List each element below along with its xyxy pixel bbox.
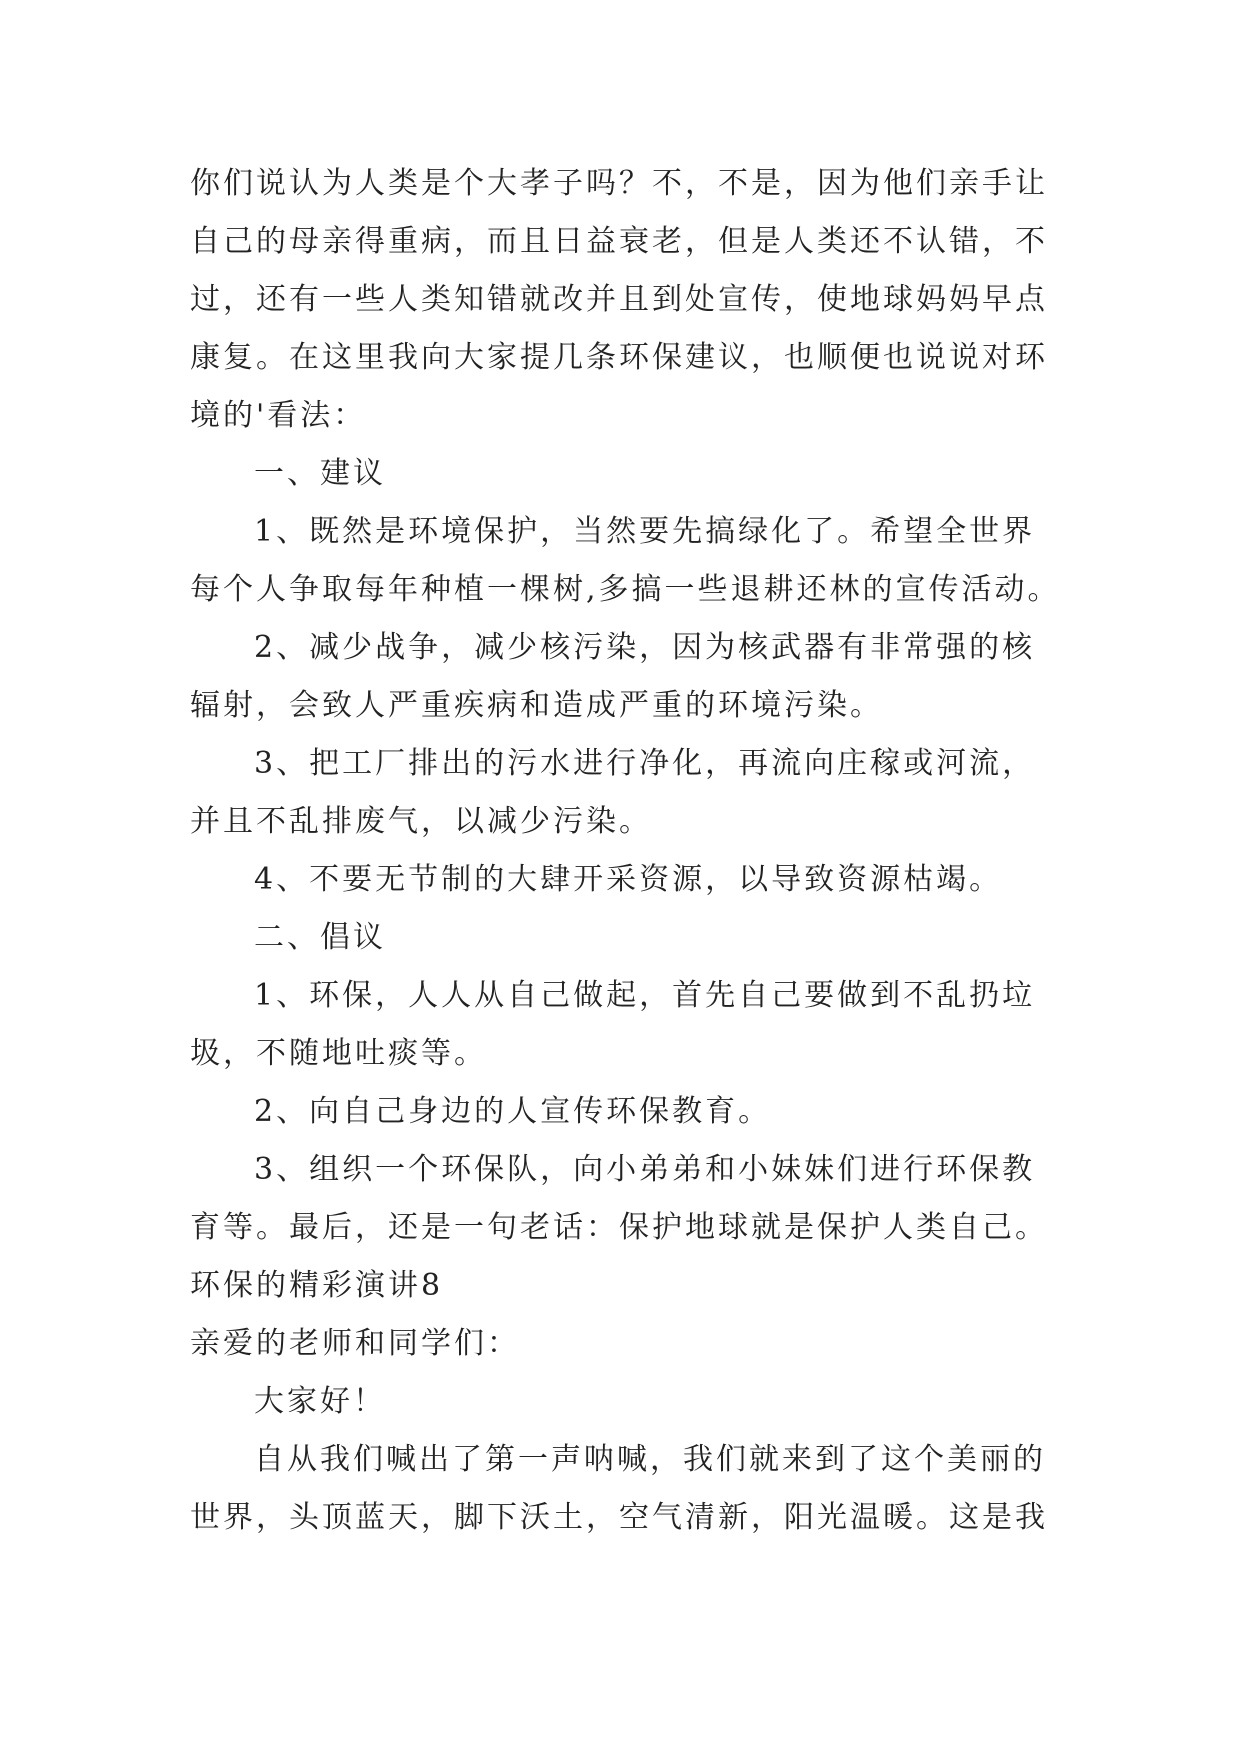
section-heading: 二、倡议	[254, 920, 386, 955]
list-item: 1、既然是环境保护，当然要先搞绿化了。希望全世界	[254, 514, 1036, 549]
list-item: 3、组织一个环保队，向小弟弟和小妹妹们进行环保教	[254, 1152, 1036, 1187]
section-heading: 一、建议	[254, 456, 386, 491]
text-line: 世界，头顶蓝天，脚下沃土，空气清新，阳光温暖。这是我	[190, 1500, 1048, 1535]
list-item: 3、把工厂排出的污水进行净化，再流向庄稼或河流，	[254, 746, 1036, 781]
text-line: 你们说认为人类是个大孝子吗？不，不是，因为他们亲手让	[190, 166, 1048, 201]
text-line: 康复。在这里我向大家提几条环保建议，也顺便也说说对环	[190, 340, 1048, 375]
document-body	[190, 155, 1061, 1547]
text-line: 境的'看法：	[190, 398, 367, 433]
text-line: 辐射，会致人严重疾病和造成严重的环境污染。	[190, 688, 883, 723]
list-item: 4、不要无节制的大肆开采资源，以导致资源枯竭。	[254, 862, 1003, 897]
paragraph-start: 自从我们喊出了第一声呐喊，我们就来到了这个美丽的	[254, 1442, 1046, 1477]
text-line: 每个人争取每年种植一棵树,多搞一些退耕还林的宣传活动。	[190, 572, 1061, 607]
list-item: 2、向自己身边的人宣传环保教育。	[254, 1094, 772, 1129]
text-line: 过，还有一些人类知错就改并且到处宣传，使地球妈妈早点	[190, 282, 1048, 317]
text-line: 圾，不随地吐痰等。	[190, 1036, 487, 1071]
text-line: 育等。最后，还是一句老话：保护地球就是保护人类自己。	[190, 1210, 1048, 1245]
list-item: 1、环保，人人从自己做起，首先自己要做到不乱扔垃	[254, 978, 1036, 1013]
list-item: 2、减少战争，减少核污染，因为核武器有非常强的核	[254, 630, 1036, 665]
article-title: 环保的精彩演讲8	[190, 1268, 444, 1303]
salutation: 亲爱的老师和同学们：	[190, 1326, 520, 1361]
text-line: 并且不乱排废气，以减少污染。	[190, 804, 652, 839]
greeting: 大家好！	[254, 1384, 386, 1419]
text-line: 自己的母亲得重病，而且日益衰老，但是人类还不认错，不	[190, 224, 1048, 259]
